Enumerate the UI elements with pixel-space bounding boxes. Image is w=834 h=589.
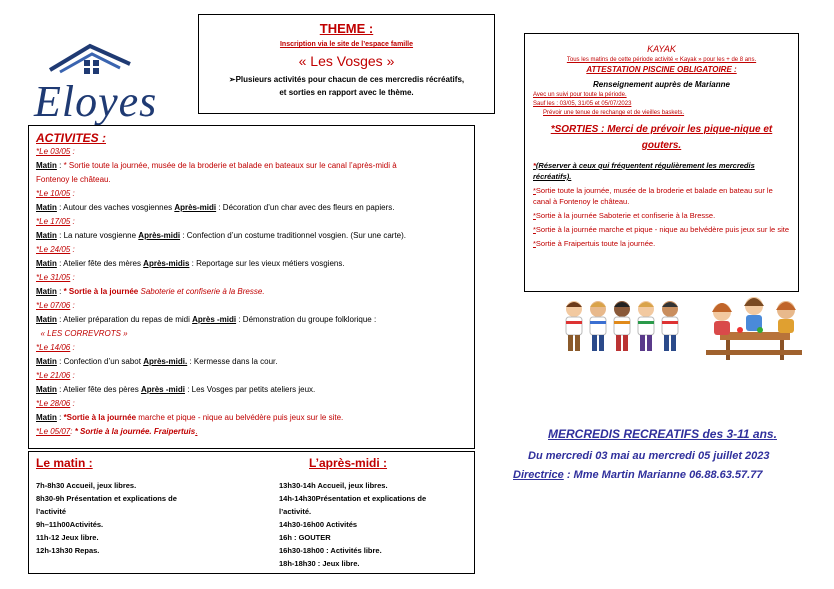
matin-label: Matin: [36, 287, 57, 296]
activity-line: Matin : Confection d’un sabot Après-midi. : Kermesse dans la cour.: [36, 357, 278, 366]
date-28-06: *Le 28/06: [36, 399, 71, 408]
horaire-line: 16h30-18h00 : Activités libre.: [279, 546, 382, 555]
horaire-line: 14h-14h30Présentation et explications de: [279, 494, 427, 503]
apres-midi-column: [279, 456, 426, 570]
date-31-05: *Le 31/05: [36, 273, 71, 282]
theme-name: « Les Vosges »: [298, 53, 395, 69]
kayak-info: Tous les matins de cette période activité « Kayak » pour les + de 8 ans.: [566, 57, 757, 63]
directrice-contact: : Mme Martin Marianne 06.88.63.57.77: [563, 469, 763, 481]
activity-line: Matin : La nature vosgienne Après-midi : Confection d’un costume traditionnel vosgien. (Sur une carte).: [36, 231, 406, 240]
activity-line: [36, 327, 474, 341]
kayak-suivi: Avec un suivi pour toute la période.: [533, 92, 627, 98]
activity-date: *Le 17/05 :: [36, 217, 75, 226]
activity-line: Matin : Atelier fête des pères Après -midi : Les Vosges par petits ateliers jeux.: [36, 385, 316, 394]
sorties-heading: *SORTIES : Merci de prévoir les pique-nique et gouters.: [550, 124, 773, 151]
matin-label: Matin: [36, 161, 57, 170]
activity-text: Confection d’un costume traditionnel vosgien. (Sur une carte).: [184, 231, 406, 240]
matin-label: Matin: [36, 231, 57, 240]
horaire-line: 9h–11h00Activités.: [36, 520, 104, 529]
sortie-item: [533, 185, 790, 207]
sortie-star: *: [533, 225, 536, 234]
mercredis-dates: Du mercredi 03 mai au mercredi 05 juillet 2023: [528, 450, 770, 462]
date-05-07: *Le 05/07: [36, 427, 71, 436]
horaire-line: 14h30-16h00 Activités: [279, 520, 358, 529]
apres-midi-title: L’après-midi :: [309, 456, 388, 470]
kayak-box: [524, 33, 799, 292]
activity-text: Démonstration du groupe folklorique :: [240, 315, 377, 324]
date-03-05: *Le 03/05: [36, 147, 71, 156]
correvrots: « LES CORREVROTS »: [40, 329, 128, 338]
activity-text: La nature vosgienne: [61, 231, 139, 240]
sortie-star: *: [533, 211, 536, 220]
activity-date: *Le 31/05 :: [36, 273, 75, 282]
apres-midi-label: Après-midi: [138, 231, 181, 240]
sortie-text: Sortie toute la journée, musée de la broderie et balade en bateau sur le canal à Fontenoy le château.: [533, 186, 773, 206]
horaire-line: 12h-13h30 Repas.: [36, 546, 100, 555]
theme-box: [198, 14, 495, 114]
horaire-line: 8h30-9h Présentation et explications de: [36, 494, 177, 503]
activity-text: Autour des vaches vosgiennes: [61, 203, 175, 212]
activity-text: * Sortie à la journée. Fraipertuis: [72, 427, 196, 436]
matin-label: Matin: [36, 315, 57, 324]
activity-date: *Le 24/05 :: [36, 245, 75, 254]
activity-date: *Le 14/06 :: [36, 343, 75, 352]
activity-text: Atelier fête des pères: [61, 385, 141, 394]
activity-line: Matin : *Sortie à la journée marche et pique - nique au belvédère puis jeux sur le site.: [36, 413, 344, 422]
matin-title: Le matin :: [36, 456, 93, 470]
reserver-text: (Réserver à ceux qui fréquentent régulièrement les mercredis récréatifs).: [533, 161, 755, 181]
activity-text: Atelier fête des mères: [61, 259, 144, 268]
kayak-tenue: Prévoir une tenue de rechange et de vieilles baskets.: [543, 110, 685, 116]
activity-text: Décoration d’un char avec des fleurs en papiers.: [220, 203, 395, 212]
matin-label: Matin: [36, 203, 57, 212]
eloyes-logo: [30, 40, 170, 126]
apres-midi-label: Après-midi: [174, 203, 217, 212]
kayak-sauf: Sauf les : 03/05, 31/05 et 05/07/2023: [533, 101, 632, 107]
activity-text: *Sortie à la journée: [63, 413, 137, 422]
activity-date: *Le 07/06 :: [36, 301, 75, 310]
activity-date: *Le 21/06 :: [36, 371, 75, 380]
children-group-illustration: [560, 297, 684, 359]
activity-line: Matin : * Sortie toute la journée, musée de la broderie et balade en bateaux sur le canal l’après-midi à: [36, 161, 397, 170]
activity-text: Atelier préparation du repas de midi: [61, 315, 193, 324]
sortie-star: *: [533, 239, 536, 248]
theme-subtitle: Inscription via le site de l’espace famille: [279, 41, 414, 48]
activity-date: *Le 28/06 :: [36, 399, 75, 408]
activity-text: Saboterie et confiserie à la Bresse.: [138, 287, 265, 296]
activity-line: Matin : Autour des vaches vosgiennes Après-midi : Décoration d’un char avec des fleurs en papiers.: [36, 203, 395, 212]
activity-line: Matin : Atelier fête des mères Après-midis : Reportage sur les vieux métiers vosgiens.: [36, 259, 345, 268]
activites-title: ACTIVITES :: [36, 131, 107, 145]
apres-midi-label: Après-midi.: [143, 357, 188, 366]
date-17-05: *Le 17/05: [36, 217, 71, 226]
apres-midis-label: Après-midis: [143, 259, 190, 268]
horaires-box: [28, 451, 475, 574]
activity-date: *Le 10/05 :: [36, 189, 75, 198]
horaire-line: 11h-12 Jeux libre.: [36, 533, 99, 542]
apres-midi-label: Après -midi: [192, 315, 237, 324]
reserver-note: [533, 160, 790, 182]
date-07-06: *Le 07/06: [36, 301, 71, 310]
sortie-text: Sortie à la journée marche et pique - nique au belvédère puis jeux sur le site: [535, 225, 789, 234]
horaire-line: 7h-8h30 Accueil, jeux libres.: [36, 481, 137, 490]
date-14-06: *Le 14/06: [36, 343, 71, 352]
horaire-line: l’activité.: [279, 507, 312, 516]
directrice-label: Directrice: [513, 469, 564, 481]
activites-box: [28, 125, 475, 449]
sortie-star: *: [533, 186, 536, 195]
theme-desc-line1: ➢Plusieurs activités pour chacun de ces mercredis récréatifs,: [228, 75, 465, 84]
children-picnic-illustration: [700, 292, 808, 364]
sortie-text: Sortie à la journée Saboterie et confiserie à la Bresse.: [535, 211, 716, 220]
sortie-text: Sortie à Fraipertuis toute la journée.: [535, 239, 656, 248]
activity-line: Fontenoy le château.: [36, 175, 111, 184]
activity-text: Les Vosges par petits ateliers jeux.: [189, 385, 316, 394]
horaire-line: 16h : GOUTER: [279, 533, 331, 542]
reserver-star: *: [533, 161, 536, 170]
activity-date-line: *Le 05/07: * Sortie à la journée. Fraipertuis.: [36, 427, 198, 436]
activity-text: Reportage sur les vieux métiers vosgiens.: [193, 259, 345, 268]
matin-label: Matin: [36, 259, 57, 268]
matin-column: [36, 456, 177, 557]
date-10-05: *Le 10/05: [36, 189, 71, 198]
activity-text: * Sortie à la journée: [63, 287, 139, 296]
date-24-05: *Le 24/05: [36, 245, 71, 254]
sortie-item: [533, 210, 790, 221]
horaire-line: 18h-18h30 : Jeux libre.: [279, 559, 360, 568]
house-roof-icon: [30, 40, 170, 80]
theme-desc-line2: et sorties en rapport avec le thème.: [279, 88, 414, 97]
activity-text: * Sortie toute la journée, musée de la broderie et balade en bateaux sur le canal l’après-midi à: [63, 161, 397, 170]
mercredis-title: MERCREDIS RECREATIFS des 3-11 ans.: [548, 427, 777, 441]
date-21-06: *Le 21/06: [36, 371, 71, 380]
logo-text: Eloyes: [34, 77, 158, 126]
matin-label: Matin: [36, 413, 57, 422]
sortie-item: [533, 238, 790, 249]
kayak-title: KAYAK: [647, 44, 676, 54]
attestation-piscine: ATTESTATION PISCINE OBLIGATOIRE :: [586, 65, 737, 74]
matin-label: Matin: [36, 385, 57, 394]
matin-label: Matin: [36, 357, 57, 366]
theme-title: THEME :: [319, 21, 374, 36]
theme-description: [199, 73, 494, 99]
activity-line: Matin : Atelier préparation du repas de midi Après -midi : Démonstration du groupe folklorique :: [36, 315, 377, 324]
activity-text: Kermesse dans la cour.: [191, 357, 278, 366]
renseignement: Renseignement auprès de Marianne: [593, 80, 730, 89]
horaire-line: 13h30-14h Accueil, jeux libres.: [279, 481, 388, 490]
directrice: [513, 469, 762, 481]
activity-text: marche et pique - nique au belvédère puis jeux sur le site.: [136, 413, 344, 422]
apres-midi-label: Après -midi: [140, 385, 185, 394]
activity-text: Confection d’un sabot: [61, 357, 144, 366]
activity-date: *Le 03/05 :: [36, 147, 75, 156]
sortie-item: [533, 224, 790, 235]
activity-line: Matin : * Sortie à la journée Saboterie et confiserie à la Bresse.: [36, 287, 265, 296]
horaire-line: l’activité: [36, 507, 67, 516]
